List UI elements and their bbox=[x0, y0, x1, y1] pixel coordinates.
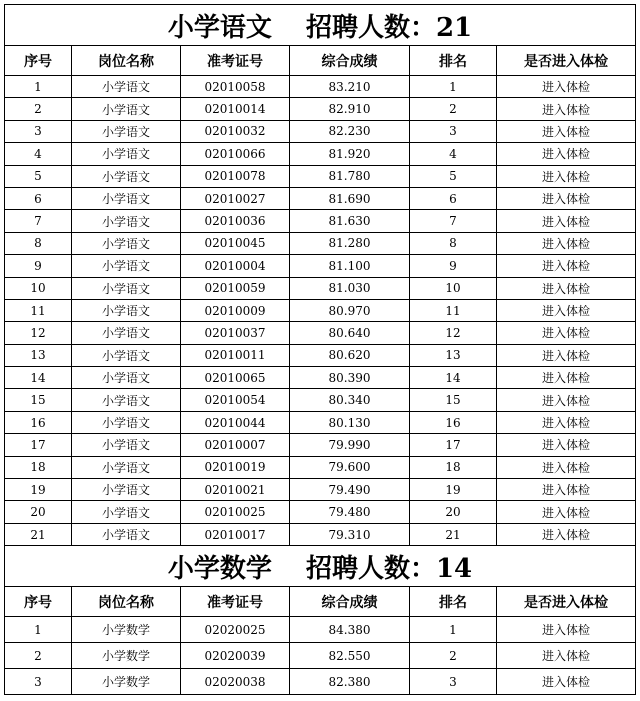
ticket-no-cell: 02010066 bbox=[181, 143, 290, 165]
rank-cell: 4 bbox=[410, 143, 497, 165]
ticket-no-cell: 02020039 bbox=[181, 643, 290, 669]
score-cell: 81.780 bbox=[290, 165, 410, 187]
exam-status-cell: 进入体检 bbox=[497, 643, 636, 669]
rank-cell: 19 bbox=[410, 479, 497, 501]
exam-status-cell: 进入体检 bbox=[497, 501, 636, 523]
table-row bbox=[5, 643, 636, 669]
position-cell: 小学语文 bbox=[72, 98, 181, 120]
position-cell: 小学语文 bbox=[72, 255, 181, 277]
seq-cell: 3 bbox=[5, 669, 72, 695]
rank-cell: 8 bbox=[410, 232, 497, 254]
recruit-count: 招聘人数：14 bbox=[305, 553, 473, 584]
ticket-no-cell: 02010004 bbox=[181, 255, 290, 277]
score-cell: 80.390 bbox=[290, 367, 410, 389]
exam-status-cell: 进入体检 bbox=[497, 232, 636, 254]
exam-status-cell: 进入体检 bbox=[497, 411, 636, 433]
ticket-no-cell: 02010065 bbox=[181, 367, 290, 389]
ticket-no-cell: 02010011 bbox=[181, 344, 290, 366]
seq-cell: 2 bbox=[5, 98, 72, 120]
table-row bbox=[5, 434, 636, 456]
score-cell: 79.600 bbox=[290, 456, 410, 478]
position-cell: 小学语文 bbox=[72, 165, 181, 187]
results-table bbox=[4, 4, 636, 695]
exam-status-cell: 进入体检 bbox=[497, 210, 636, 232]
section-title-row bbox=[5, 5, 636, 46]
position-cell: 小学语文 bbox=[72, 299, 181, 321]
position-cell: 小学语文 bbox=[72, 479, 181, 501]
table-row bbox=[5, 411, 636, 433]
position-cell: 小学语文 bbox=[72, 411, 181, 433]
subject-name: 小学数学 bbox=[167, 553, 272, 584]
table-row bbox=[5, 669, 636, 695]
position-cell: 小学语文 bbox=[72, 322, 181, 344]
table-row bbox=[5, 322, 636, 344]
seq-cell: 19 bbox=[5, 479, 72, 501]
rank-cell: 3 bbox=[410, 669, 497, 695]
table-row bbox=[5, 501, 636, 523]
score-cell: 79.480 bbox=[290, 501, 410, 523]
rank-cell: 11 bbox=[410, 299, 497, 321]
position-cell: 小学数学 bbox=[72, 643, 181, 669]
seq-cell: 18 bbox=[5, 456, 72, 478]
rank-cell: 15 bbox=[410, 389, 497, 411]
score-cell: 81.280 bbox=[290, 232, 410, 254]
position-cell: 小学语文 bbox=[72, 344, 181, 366]
score-cell: 79.310 bbox=[290, 523, 410, 545]
exam-status-cell: 进入体检 bbox=[497, 669, 636, 695]
table-row bbox=[5, 299, 636, 321]
rank-header: 排名 bbox=[410, 587, 497, 617]
exam-status-cell: 进入体检 bbox=[497, 434, 636, 456]
score-cell: 83.210 bbox=[290, 76, 410, 98]
seq-cell: 14 bbox=[5, 367, 72, 389]
table-row bbox=[5, 120, 636, 142]
score-cell: 82.910 bbox=[290, 98, 410, 120]
position-cell: 小学语文 bbox=[72, 434, 181, 456]
ticket-no-cell: 02010009 bbox=[181, 299, 290, 321]
rank-cell: 9 bbox=[410, 255, 497, 277]
ticket-no-cell: 02010019 bbox=[181, 456, 290, 478]
exam-status-cell: 进入体检 bbox=[497, 617, 636, 643]
exam-status-cell: 进入体检 bbox=[497, 367, 636, 389]
ticket-no-cell: 02010044 bbox=[181, 411, 290, 433]
table-row bbox=[5, 187, 636, 209]
section-math bbox=[5, 546, 636, 695]
seq-cell: 1 bbox=[5, 617, 72, 643]
ticket-no-cell: 02010025 bbox=[181, 501, 290, 523]
score-cell: 80.620 bbox=[290, 344, 410, 366]
seq-cell: 4 bbox=[5, 143, 72, 165]
ticket-no-cell: 02010078 bbox=[181, 165, 290, 187]
seq-cell: 2 bbox=[5, 643, 72, 669]
section-title bbox=[5, 5, 636, 46]
column-header-row bbox=[5, 587, 636, 617]
seq-cell: 20 bbox=[5, 501, 72, 523]
rank-cell: 7 bbox=[410, 210, 497, 232]
ticket-no-header: 准考证号 bbox=[181, 587, 290, 617]
exam-status-cell: 进入体检 bbox=[497, 389, 636, 411]
position-header: 岗位名称 bbox=[72, 46, 181, 76]
position-cell: 小学数学 bbox=[72, 617, 181, 643]
rank-cell: 5 bbox=[410, 165, 497, 187]
score-header: 综合成绩 bbox=[290, 46, 410, 76]
section-title bbox=[5, 546, 636, 587]
seq-cell: 8 bbox=[5, 232, 72, 254]
score-cell: 81.100 bbox=[290, 255, 410, 277]
table-row bbox=[5, 479, 636, 501]
position-cell: 小学语文 bbox=[72, 210, 181, 232]
seq-cell: 7 bbox=[5, 210, 72, 232]
score-cell: 81.030 bbox=[290, 277, 410, 299]
column-header-row bbox=[5, 46, 636, 76]
seq-cell: 6 bbox=[5, 187, 72, 209]
rank-cell: 12 bbox=[410, 322, 497, 344]
rank-cell: 6 bbox=[410, 187, 497, 209]
section-title-row bbox=[5, 546, 636, 587]
ticket-no-cell: 02010032 bbox=[181, 120, 290, 142]
position-cell: 小学语文 bbox=[72, 523, 181, 545]
seq-cell: 17 bbox=[5, 434, 72, 456]
exam-status-cell: 进入体检 bbox=[497, 76, 636, 98]
position-cell: 小学语文 bbox=[72, 143, 181, 165]
rank-cell: 3 bbox=[410, 120, 497, 142]
table-row bbox=[5, 210, 636, 232]
exam-status-cell: 进入体检 bbox=[497, 299, 636, 321]
score-cell: 79.990 bbox=[290, 434, 410, 456]
score-cell: 80.130 bbox=[290, 411, 410, 433]
ticket-no-cell: 02010045 bbox=[181, 232, 290, 254]
position-cell: 小学语文 bbox=[72, 367, 181, 389]
position-cell: 小学语文 bbox=[72, 120, 181, 142]
ticket-no-cell: 02010027 bbox=[181, 187, 290, 209]
seq-cell: 16 bbox=[5, 411, 72, 433]
ticket-no-cell: 02010036 bbox=[181, 210, 290, 232]
subject-name: 小学语文 bbox=[167, 12, 272, 43]
exam-status-cell: 进入体检 bbox=[497, 344, 636, 366]
exam-status-cell: 进入体检 bbox=[497, 523, 636, 545]
ticket-no-cell: 02010059 bbox=[181, 277, 290, 299]
exam-status-cell: 进入体检 bbox=[497, 322, 636, 344]
exam-status-cell: 进入体检 bbox=[497, 479, 636, 501]
ticket-no-cell: 02010007 bbox=[181, 434, 290, 456]
table-row bbox=[5, 456, 636, 478]
exam-status-cell: 进入体检 bbox=[497, 165, 636, 187]
rank-cell: 13 bbox=[410, 344, 497, 366]
ticket-no-cell: 02010017 bbox=[181, 523, 290, 545]
score-cell: 81.630 bbox=[290, 210, 410, 232]
position-cell: 小学语文 bbox=[72, 389, 181, 411]
seq-cell: 9 bbox=[5, 255, 72, 277]
ticket-no-cell: 02010058 bbox=[181, 76, 290, 98]
seq-cell: 15 bbox=[5, 389, 72, 411]
score-cell: 84.380 bbox=[290, 617, 410, 643]
exam-status-cell: 进入体检 bbox=[497, 120, 636, 142]
rank-cell: 1 bbox=[410, 617, 497, 643]
rank-cell: 10 bbox=[410, 277, 497, 299]
exam-status-header: 是否进入体检 bbox=[497, 46, 636, 76]
exam-status-cell: 进入体检 bbox=[497, 98, 636, 120]
table-row bbox=[5, 165, 636, 187]
rank-cell: 16 bbox=[410, 411, 497, 433]
score-cell: 82.230 bbox=[290, 120, 410, 142]
table-row bbox=[5, 344, 636, 366]
ticket-no-cell: 02010014 bbox=[181, 98, 290, 120]
seq-cell: 5 bbox=[5, 165, 72, 187]
table-row bbox=[5, 277, 636, 299]
score-cell: 81.920 bbox=[290, 143, 410, 165]
position-cell: 小学语文 bbox=[72, 232, 181, 254]
recruit-count: 招聘人数：21 bbox=[305, 12, 473, 43]
score-cell: 80.340 bbox=[290, 389, 410, 411]
score-cell: 81.690 bbox=[290, 187, 410, 209]
rank-cell: 20 bbox=[410, 501, 497, 523]
seq-cell: 3 bbox=[5, 120, 72, 142]
exam-status-cell: 进入体检 bbox=[497, 277, 636, 299]
rank-cell: 2 bbox=[410, 643, 497, 669]
seq-cell: 21 bbox=[5, 523, 72, 545]
rank-cell: 14 bbox=[410, 367, 497, 389]
table-row bbox=[5, 98, 636, 120]
ticket-no-cell: 02020025 bbox=[181, 617, 290, 643]
rank-cell: 21 bbox=[410, 523, 497, 545]
ticket-no-cell: 02010037 bbox=[181, 322, 290, 344]
table-row bbox=[5, 523, 636, 545]
position-cell: 小学语文 bbox=[72, 501, 181, 523]
rank-cell: 18 bbox=[410, 456, 497, 478]
seq-header: 序号 bbox=[5, 587, 72, 617]
seq-cell: 12 bbox=[5, 322, 72, 344]
position-cell: 小学语文 bbox=[72, 277, 181, 299]
position-cell: 小学语文 bbox=[72, 76, 181, 98]
section-chinese bbox=[5, 5, 636, 546]
exam-status-cell: 进入体检 bbox=[497, 187, 636, 209]
table-row bbox=[5, 76, 636, 98]
rank-cell: 2 bbox=[410, 98, 497, 120]
table-row bbox=[5, 232, 636, 254]
position-cell: 小学语文 bbox=[72, 456, 181, 478]
table-row bbox=[5, 143, 636, 165]
ticket-no-cell: 02010021 bbox=[181, 479, 290, 501]
exam-status-cell: 进入体检 bbox=[497, 456, 636, 478]
seq-header: 序号 bbox=[5, 46, 72, 76]
score-header: 综合成绩 bbox=[290, 587, 410, 617]
results-sheet bbox=[4, 4, 635, 695]
seq-cell: 10 bbox=[5, 277, 72, 299]
seq-cell: 11 bbox=[5, 299, 72, 321]
exam-status-cell: 进入体检 bbox=[497, 255, 636, 277]
seq-cell: 13 bbox=[5, 344, 72, 366]
seq-cell: 1 bbox=[5, 76, 72, 98]
table-row bbox=[5, 389, 636, 411]
position-cell: 小学语文 bbox=[72, 187, 181, 209]
score-cell: 80.970 bbox=[290, 299, 410, 321]
score-cell: 82.550 bbox=[290, 643, 410, 669]
ticket-no-cell: 02010054 bbox=[181, 389, 290, 411]
position-cell: 小学数学 bbox=[72, 669, 181, 695]
ticket-no-cell: 02020038 bbox=[181, 669, 290, 695]
exam-status-cell: 进入体检 bbox=[497, 143, 636, 165]
rank-cell: 17 bbox=[410, 434, 497, 456]
rank-header: 排名 bbox=[410, 46, 497, 76]
rank-cell: 1 bbox=[410, 76, 497, 98]
score-cell: 82.380 bbox=[290, 669, 410, 695]
score-cell: 79.490 bbox=[290, 479, 410, 501]
position-header: 岗位名称 bbox=[72, 587, 181, 617]
table-row bbox=[5, 617, 636, 643]
ticket-no-header: 准考证号 bbox=[181, 46, 290, 76]
exam-status-header: 是否进入体检 bbox=[497, 587, 636, 617]
table-row bbox=[5, 255, 636, 277]
score-cell: 80.640 bbox=[290, 322, 410, 344]
table-row bbox=[5, 367, 636, 389]
